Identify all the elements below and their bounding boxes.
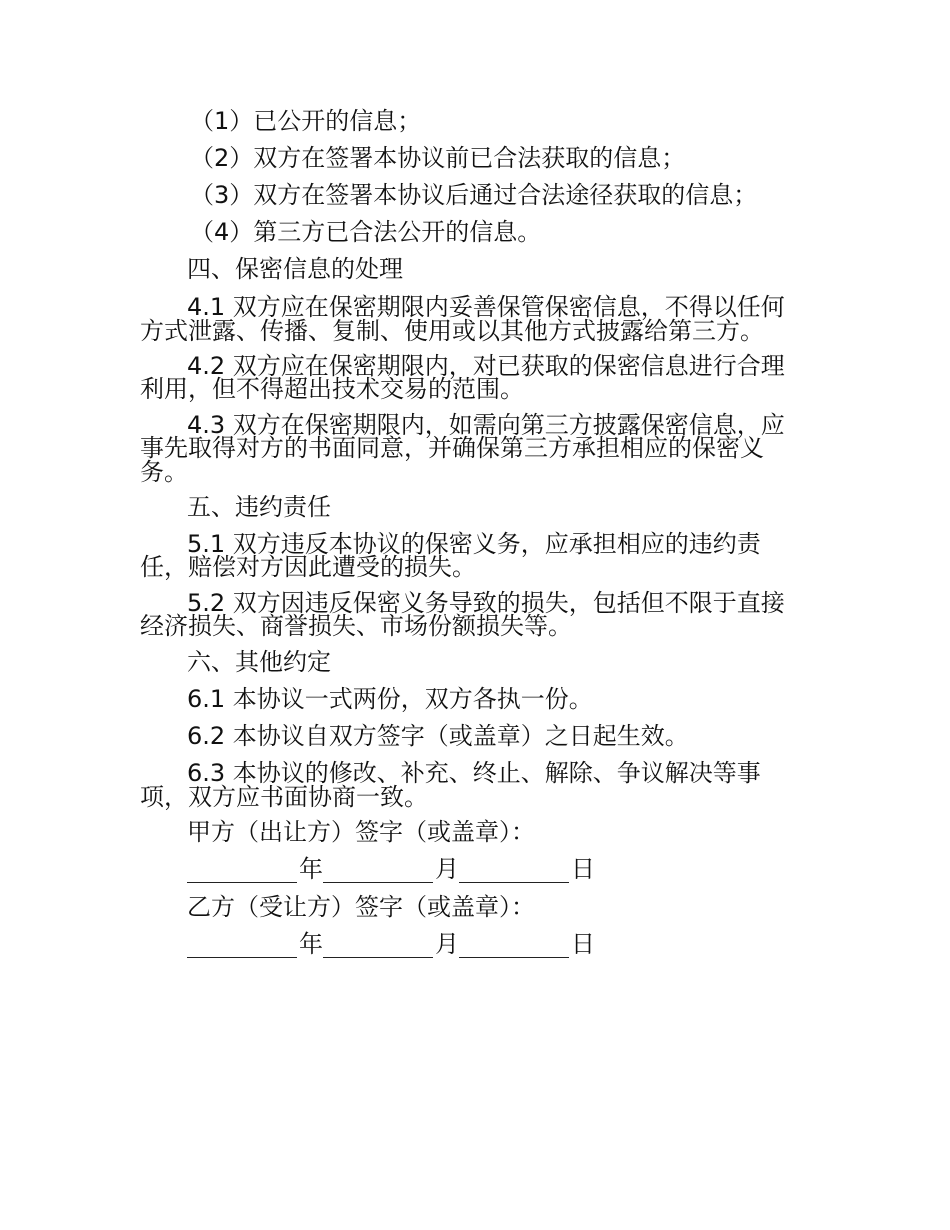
clause-4-1-line-1: 4.1 双方应在保密期限内妥善保管保密信息，不得以任何 bbox=[187, 293, 785, 321]
day-blank bbox=[459, 935, 569, 958]
clause-6-3-line-2: 项，双方应书面协商一致。 bbox=[140, 783, 428, 811]
day-label: 日 bbox=[571, 930, 595, 958]
clause-6-2: 6.2 本协议自双方签字（或盖章）之日起生效。 bbox=[187, 722, 689, 750]
clause-4-2-line-1: 4.2 双方应在保密期限内，对已获取的保密信息进行合理 bbox=[187, 352, 785, 380]
clause-4-3-line-2: 事先取得对方的书面同意，并确保第三方承担相应的保密义 bbox=[140, 434, 764, 462]
year-label: 年 bbox=[299, 930, 323, 958]
year-blank bbox=[187, 860, 297, 883]
clause-4-1-line-2: 方式泄露、传播、复制、使用或以其他方式披露给第三方。 bbox=[140, 317, 764, 345]
month-label: 月 bbox=[435, 930, 459, 958]
clause-6-1: 6.1 本协议一式两份，双方各执一份。 bbox=[187, 685, 593, 713]
clause-5-2-line-1: 5.2 双方因违反保密义务导致的损失，包括但不限于直接 bbox=[187, 589, 785, 617]
list-item-3: （3）双方在签署本协议后通过合法途径获取的信息； bbox=[190, 181, 758, 209]
clause-6-3-line-1: 6.3 本协议的修改、补充、终止、解除、争议解决等事 bbox=[187, 759, 761, 787]
list-item-1: （1）已公开的信息； bbox=[190, 107, 422, 135]
clause-4-3-line-3: 务。 bbox=[140, 458, 188, 486]
year-label: 年 bbox=[299, 855, 323, 883]
clause-4-3-line-1: 4.3 双方在保密期限内，如需向第三方披露保密信息，应 bbox=[187, 411, 785, 439]
day-blank bbox=[459, 860, 569, 883]
month-blank bbox=[323, 860, 433, 883]
party-a-date-line bbox=[187, 855, 595, 883]
clause-5-2-line-2: 经济损失、商誉损失、市场份额损失等。 bbox=[140, 612, 572, 640]
clause-5-1-line-1: 5.1 双方违反本协议的保密义务，应承担相应的违约责 bbox=[187, 530, 761, 558]
clause-5-1-line-2: 任，赔偿对方因此遭受的损失。 bbox=[140, 553, 476, 581]
year-blank bbox=[187, 935, 297, 958]
list-item-4: （4）第三方已合法公开的信息。 bbox=[190, 218, 542, 246]
month-label: 月 bbox=[435, 855, 459, 883]
list-item-2: （2）双方在签署本协议前已合法获取的信息； bbox=[190, 144, 686, 172]
section-5-heading: 五、违约责任 bbox=[187, 493, 331, 521]
party-b-signature-label: 乙方（受让方）签字（或盖章）： bbox=[187, 893, 535, 921]
section-6-heading: 六、其他约定 bbox=[187, 648, 331, 676]
party-a-signature-label: 甲方（出让方）签字（或盖章）： bbox=[187, 818, 535, 846]
party-b-date-line bbox=[187, 930, 595, 958]
day-label: 日 bbox=[571, 855, 595, 883]
clause-4-2-line-2: 利用，但不得超出技术交易的范围。 bbox=[140, 375, 524, 403]
section-4-heading: 四、保密信息的处理 bbox=[187, 255, 403, 283]
month-blank bbox=[323, 935, 433, 958]
